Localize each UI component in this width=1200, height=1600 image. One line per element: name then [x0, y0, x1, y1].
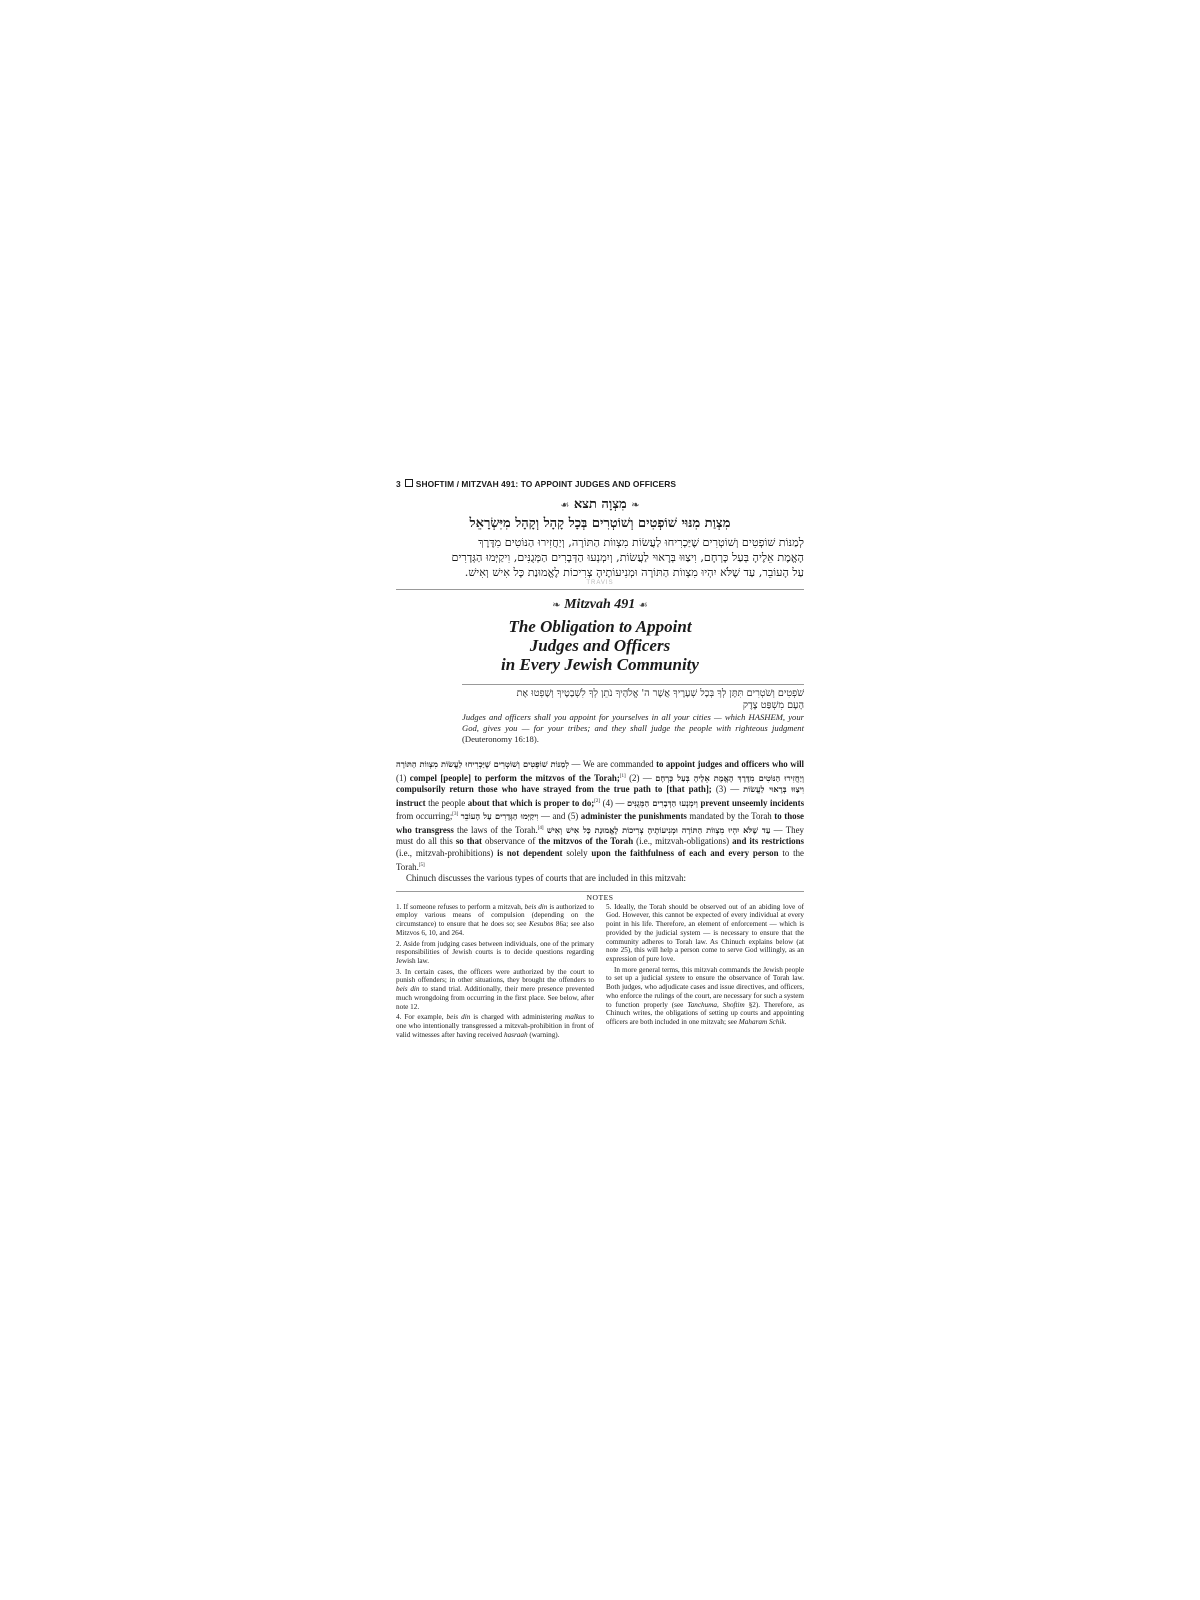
notes-divider: [396, 891, 804, 892]
verse-hebrew: [462, 688, 804, 712]
note-text: (warning).: [527, 1030, 560, 1039]
hebrew-phrase: וְיִמְנְעוּ הַדְּבָרִים הַמְּגֻנִּים: [626, 797, 698, 808]
note-text: 3. In certain cases, the officers were authorized by the court to punish offenders; in other situations, they brought the offenders to: [396, 967, 594, 985]
note-italic: Kesubos: [528, 920, 554, 929]
hebrew-phrase: וִיצַוּוּ בְּרָאוּי לַעֲשׂוֹת: [743, 784, 805, 795]
verse-english: [462, 712, 804, 745]
closing-sentence: Chinuch discusses the various types of courts that are included in this mitzvah:: [406, 873, 687, 884]
hebrew-phrase: לְמַנּוֹת שׁוֹפְטִים וְשׁוֹטְרִים שֶׁיַּכְרִיחוּ לַעֲשׂוֹת מִצְווֹת הַתּוֹרָה: [396, 759, 570, 769]
english-label-text: Mitzvah 491: [564, 597, 636, 612]
note-italic: Tanchuma, Shoftim: [687, 1000, 745, 1009]
note-italic: beis din: [396, 985, 420, 994]
ornament-icon: ☙: [638, 600, 648, 611]
body-bold: about that which is proper to do;: [467, 797, 595, 808]
body-text: — They must do all this: [396, 824, 804, 847]
body-text: from occurring;: [396, 811, 453, 822]
hebrew-intro-line: לְמַנּוֹת שׁוֹפְטִים וְשׁוֹטְרִים שֶׁיַּכְרִיחוּ לַעֲשׂוֹת מִצְווֹת הַתּוֹרָה, וְיַחֲזִירוּ הַנּוֹטִים מִדֶּרֶךְ: [478, 536, 804, 549]
body-text: (i.e., mitzvah-obligations): [633, 836, 733, 847]
body-text: — We are commanded: [569, 759, 657, 769]
book-page: [396, 478, 804, 1041]
body-bold: to those who transgress: [396, 811, 804, 835]
verse-hebrew-line: שֹׁפְטִים וְשֹׁטְרִים תִּתֶּן לְךָ בְּכָל שְׁעָרֶיךָ אֲשֶׁר ה' אֱלֹהֶיךָ נֹתֵן לְךָ לִשְׁבָטֶיךָ וְשָׁפְטוּ אֶת: [516, 688, 804, 699]
hebrew-intro-line: הָאֱמֶת אֵלֶיהָ בְּעַל כָּרְחָם, וִיצַוּוּ בְּרָאוּי לַעֲשׂוֹת, וְיִמְנְעוּ הַדְּבָרִים הַמְּגֻנִּים, וִיקַיְּמוּ הַגְּדָרִים: [451, 551, 804, 564]
note-text: In more general terms, this mitzvah commands the Jewish people to set up a judicial: [606, 965, 804, 983]
body-text: — and (5): [538, 811, 581, 822]
body-text: observance of: [482, 836, 539, 847]
notes-section: [396, 903, 804, 1042]
hebrew-mitzvah-subtitle: מִצְוַת מִנּוּי שׁוֹפְטִים וְשׁוֹטְרִים בְּכָל קָהָל וְקָהָל מִיִּשְׂרָאֵל: [469, 516, 731, 531]
hebrew-mitzvah-title: [396, 496, 804, 515]
note-text: to one who intentionally transgressed a mitzvah-prohibition in front of valid witnesses after having received: [396, 1013, 594, 1039]
hebrew-phrase: וְיַחֲזִירוּ הַנּוֹטִים מִדֶּרֶךְ הָאֱמֶת אֵלֶיהָ בְּעַל כָּרְחָם: [655, 772, 804, 783]
note-text: §2). Therefore, as Chinuch writes, the obligations of setting up courts and appointing officers are both included in one mitzvah; see: [606, 1000, 804, 1026]
body-bold: the mitzvos of the Torah: [538, 836, 634, 847]
body-text: — (2): [629, 772, 656, 783]
footnote-ref[interactable]: [2]: [594, 798, 601, 804]
footnote-4: [396, 1013, 594, 1039]
main-commentary: [396, 759, 804, 885]
footnote-1: [396, 903, 594, 938]
english-mitzvah-title: [396, 617, 804, 674]
footnote-ref[interactable]: [5]: [418, 862, 425, 868]
english-mitzvah-label: [396, 596, 804, 615]
body-text: solely: [562, 848, 592, 859]
note-italic: beis din: [446, 1013, 471, 1022]
verse-english-text: Judges and officers shall you appoint for yourselves in all your cities — which HASHEM, your God, gives you — for your tribes; and they shall judge the people with righteous judgment: [462, 712, 804, 733]
body-bold: prevent unseemly incidents: [700, 797, 805, 808]
body-text: to the Torah.: [396, 848, 804, 872]
ornament-icon: ☙: [560, 500, 570, 511]
verse-citation: (Deuteronomy 16:18).: [462, 734, 539, 744]
watermark: TRAVIS: [586, 580, 614, 586]
body-text: mandated by the Torah: [686, 811, 775, 822]
body-bold: so that: [455, 836, 482, 847]
body-text: the people: [425, 797, 468, 808]
note-text: .: [784, 1017, 787, 1026]
footnote-5-continued: [606, 966, 804, 1027]
notes-heading: NOTES: [586, 892, 614, 902]
hebrew-intro-line: עַל הָעוֹבֵר, עַד שֶׁלֹּא יִהְיוּ מִצְווֹת הַתּוֹרָה וּמְנִיעוֹתֶיהָ צְרִיכוֹת לֶאֱמוּנַת כָּל אִישׁ וְאִישׁ.: [464, 566, 804, 579]
body-bold: compulsorily return those who have strayed from the true path to [that path];: [396, 784, 712, 795]
body-text: — (4): [602, 797, 701, 808]
note-text: is authorized to employ various means of compulsion (depending on the circumstance) to ensure that he does so; see: [396, 902, 595, 929]
note-text: 1. If someone refuses to perform a mitzvah,: [396, 902, 525, 911]
hebrew-intro-paragraph: [396, 535, 804, 580]
body-bold: to appoint judges and officers who will: [656, 759, 805, 769]
body-bold: instruct: [396, 797, 426, 808]
note-text: to ensure the observance of Torah law. Both judges, who adjudicate cases and issue directives, and officers, who enforce the rulings of the court, are necessary for such a system to function properly (see: [606, 974, 804, 1009]
note-italic: system: [665, 974, 685, 983]
ornament-icon: ❧: [631, 500, 640, 511]
running-head: [396, 478, 804, 490]
note-italic: hasraah: [503, 1030, 528, 1039]
note-italic: Maharam Schik: [738, 1017, 785, 1026]
page-number: 3: [396, 479, 401, 489]
hebrew-phrase: עַד שֶׁלֹּא יִהְיוּ מִצְווֹת הַתּוֹרָה וּמְנִיעוֹתֶיהָ צְרִיכוֹת לֶאֱמוּנַת כָּל אִישׁ וְאִישׁ: [546, 824, 771, 835]
hebrew-title-text: מִצְוָה תצא: [573, 497, 627, 512]
hebrew-phrase: וִיקַיְּמוּ הַגְּדָרִים עַל הָעוֹבֵר: [460, 811, 539, 822]
body-text: (i.e., mitzvah-prohibitions): [396, 848, 498, 859]
body-text: the laws of the Torah.: [453, 824, 538, 835]
english-title-line: in Every Jewish Community: [501, 655, 699, 674]
divider: [396, 589, 804, 590]
note-text: 4. For example,: [396, 1013, 447, 1022]
body-bold: is not dependent: [497, 848, 563, 859]
footnote-5: 5. Ideally, the Torah should be observed out of an abiding love of God. However, this cannot be expected of every individual at every point in his life. Therefore, an element of enforcement — which is provided by the judicial system — is necessary to ensure that the community adheres to Torah law. As Chinuch explains below (at note 25), this will help a person come to serve God willingly, as an expression of pure love.: [606, 902, 804, 963]
body-bold: compel [people] to perform the mitzvos of the Torah;: [409, 772, 620, 783]
note-text: to stand trial. Additionally, their mere presence prevented much wrongdoing from occurring in the first place. See below, after note 12.: [396, 985, 594, 1011]
body-text: — (3): [715, 784, 744, 795]
notes-column-right: [606, 903, 804, 1042]
ornament-icon: ❧: [552, 600, 561, 611]
note-text: 86a; see also Mitzvos 6, 10, and 264.: [396, 920, 594, 937]
note-italic: malkus: [565, 1013, 586, 1022]
body-bold: administer the punishments: [580, 811, 687, 822]
english-title-line: The Obligation to Appoint: [508, 617, 692, 636]
footnote-3: [396, 968, 594, 1012]
footnote-ref[interactable]: [3]: [452, 812, 459, 818]
footnote-ref[interactable]: [1]: [619, 773, 626, 779]
notes-column-left: [396, 903, 594, 1042]
verse-block: [462, 684, 804, 745]
english-title-line: Judges and Officers: [529, 636, 671, 655]
note-italic: beis din: [524, 902, 548, 911]
body-bold: and its restrictions: [732, 836, 804, 847]
footnote-2: 2. Aside from judging cases between individuals, one of the primary responsibilities of Jewish courts is to decide questions regarding Jewish law.: [396, 939, 594, 965]
square-bullet-icon: [405, 479, 413, 487]
footnote-ref[interactable]: [4]: [537, 825, 544, 831]
verse-hebrew-line: הָעָם מִשְׁפַּט צֶדֶק: [742, 700, 804, 711]
note-text: is charged with administering: [470, 1013, 566, 1022]
running-head-title: SHOFTIM / MITZVAH 491: TO APPOINT JUDGES AND OFFICERS: [415, 479, 677, 489]
body-bold: upon the faithfulness of each and every person: [591, 848, 779, 859]
body-text: (1): [396, 772, 410, 783]
